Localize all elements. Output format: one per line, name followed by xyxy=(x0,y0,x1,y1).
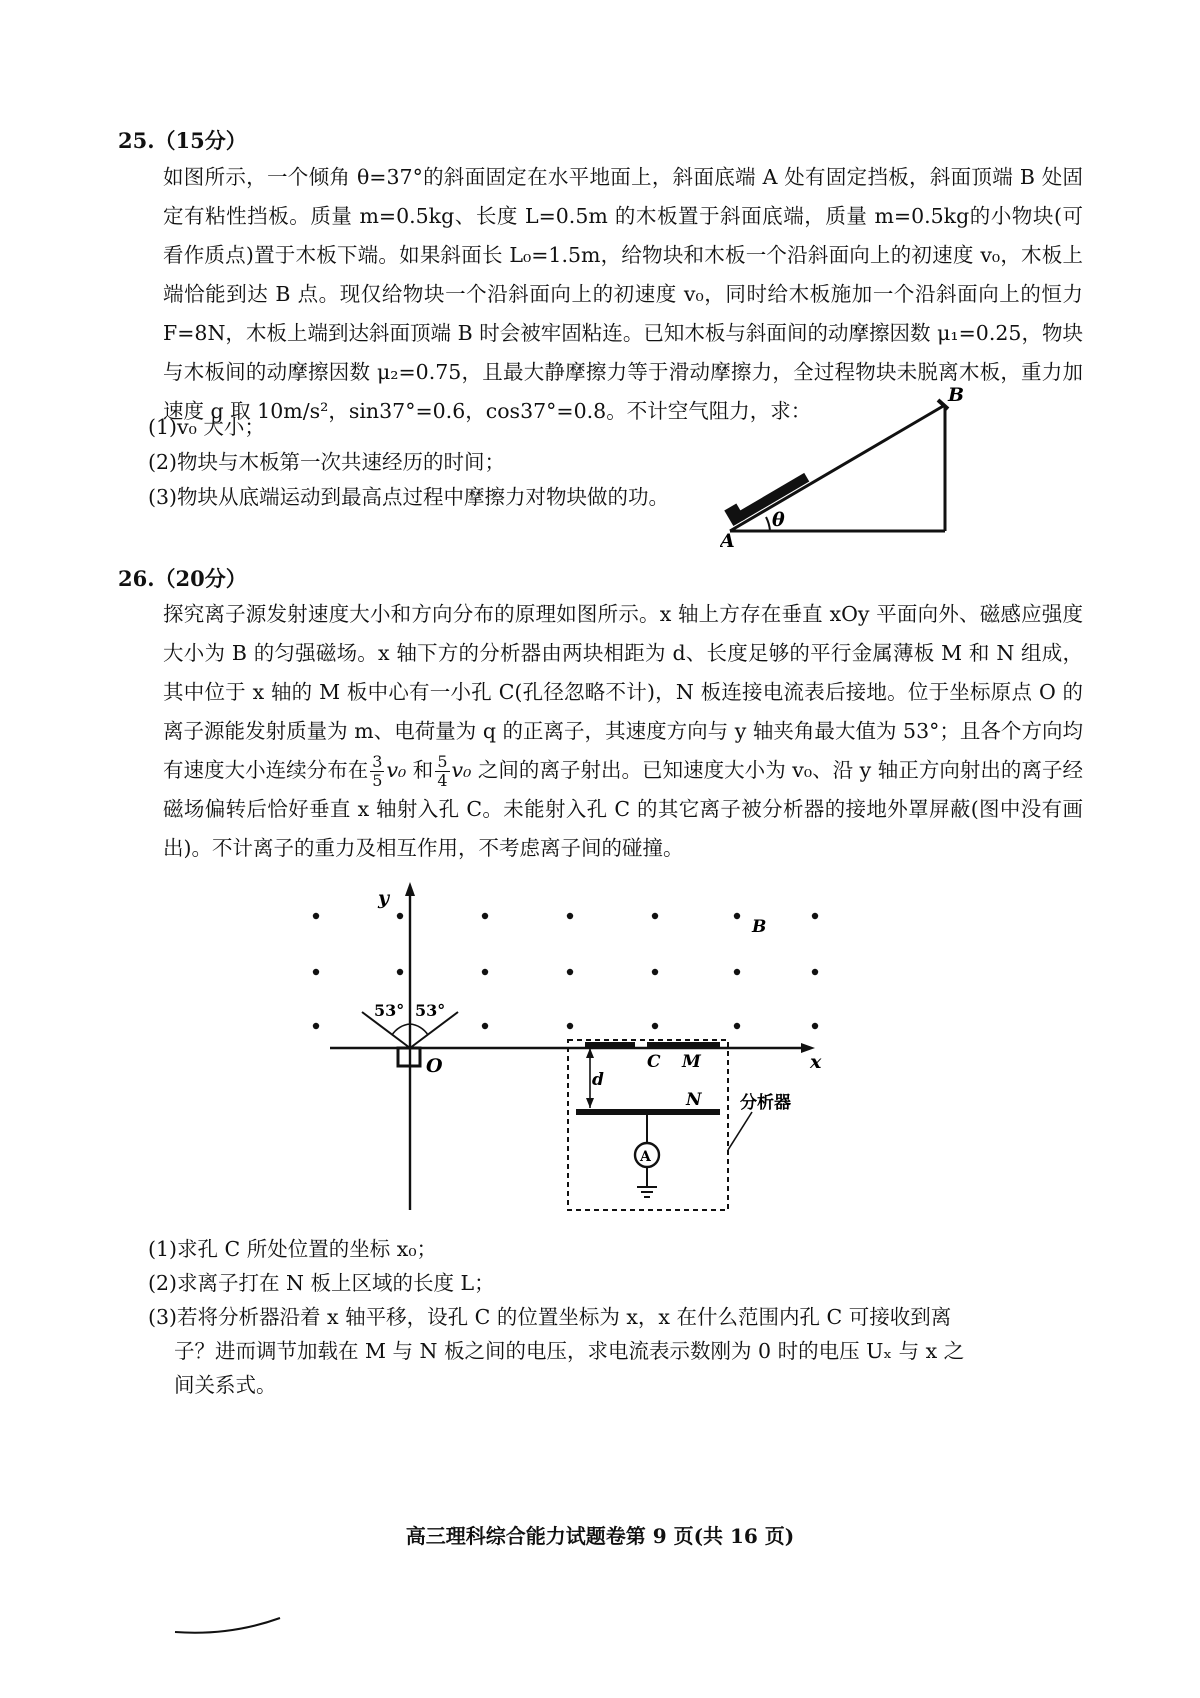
q26-paragraph xyxy=(163,595,1083,868)
fraction-three-fifths: $\frac{3}{5}$ xyxy=(372,752,383,790)
q26-text-part1: 探究离子源发射速度大小和方向分布的原理如图所示。x 轴上方存在垂直 xOy 平面向外、磁感应强度大小为 B 的匀强磁场。x 轴下方的分析器由两块相距为 d、长度足够的平行金属薄板 M 和 N 组成，其中位于 x 轴的 M 板中心有一小孔 C(孔径忽略不计)，N 板连接电流表后接地。位于坐标原点 O 的离子源能发射质量为 m、电荷量为 q 的正离子，其速度方向与 y 轴夹角最大值为 53°；且各个方向均有速度大小连续分布在 xyxy=(163,602,1083,782)
x-axis-label: x xyxy=(810,1051,822,1073)
q25-sub-2: (2)物块与木板第一次共速经历的时间； xyxy=(148,450,506,474)
plate-m-label: M xyxy=(682,1052,701,1072)
q26-text xyxy=(163,595,1083,868)
q25-incline-figure xyxy=(720,375,980,550)
ground-icon xyxy=(637,1187,657,1197)
q26-header: 26.（20分） xyxy=(118,566,247,591)
page-footer: 高三理科综合能力试题卷第 9 页(共 16 页) xyxy=(405,1524,795,1548)
q25-sub-3: (3)物块从底端运动到最高点过程中摩擦力对物块做的功。 xyxy=(148,485,670,509)
analyzer-leader-line xyxy=(728,1112,752,1150)
q26-subquestions xyxy=(148,1232,964,1402)
q26-sub-3: (3)若将分析器沿着 x 轴平移，设孔 C 的位置坐标为 x，x 在什么范围内孔 C 可接收到离 xyxy=(148,1305,952,1329)
plate-n-label: N xyxy=(686,1090,702,1110)
distance-d-label: d xyxy=(592,1070,604,1090)
y-axis-label: y xyxy=(378,887,390,909)
q26-sub-3-end: 间关系式。 xyxy=(174,1373,277,1397)
q25-text: 如图所示，一个倾角 θ=37°的斜面固定在水平地面上，斜面底端 A 处有固定挡板，斜面顶端 B 处固定有粘性挡板。质量 m=0.5kg、长度 L=0.5m 的木板置于斜面底端，质量 m=0.5kg的小物块(可看作质点)置于木板下端。如果斜面长 L₀=1.5m，给物块和木板一个沿斜面向上的初速度 v₀，木板上端恰能到达 B 点。现仅给物块一个沿斜面向上的初速度 v₀，同时给木板施加一个沿斜面向上的恒力 F=8N，木板上端到达斜面顶端 B 时会被牢固粘连。已知木板与斜面间的动摩擦因数 μ₁=0.25，物块与木板间的动摩擦因数 μ₂=0.75，且最大静摩擦力等于滑动摩擦力，全过程物块未脱离木板，重力加速度 g 取 10m/s²，sin37°=0.6，cos37°=0.8。不计空气阻力，求： xyxy=(163,165,1083,423)
theta-label: θ xyxy=(772,509,785,531)
point-b-label: B xyxy=(948,384,965,406)
q25-subquestions xyxy=(148,410,669,515)
q26-sub-1: (1)求孔 C 所处位置的坐标 x₀； xyxy=(148,1237,438,1261)
angle-arc xyxy=(766,517,770,531)
q26-text-part2: 之间的离子射出。已知速度大小为 v₀、沿 y 轴正方向射出的离子经磁场偏转后恰好垂直 x 轴射入孔 C。未能射入孔 C 的其它离子被分析器的接地外罩屏蔽(图中没有画出)。不计离子的重力及相互作用，不考虑离子间的碰撞。 xyxy=(163,758,1084,860)
angle-left-label: 53° xyxy=(374,1001,405,1020)
arc-right xyxy=(410,1024,428,1035)
arc-left xyxy=(392,1024,410,1035)
q25-sub-1: (1)v₀ 大小； xyxy=(148,415,265,439)
angle-right-label: 53° xyxy=(415,1001,446,1020)
incline-slope xyxy=(730,405,945,531)
v0-symbol-2: v₀ xyxy=(451,758,472,782)
fraction-five-fourths: $\frac{5}{4}$ xyxy=(437,752,448,790)
y-axis-arrow xyxy=(405,882,415,896)
hole-c-label: C xyxy=(647,1052,661,1072)
origin-label: O xyxy=(426,1055,443,1077)
pen-stroke-mark xyxy=(170,1610,310,1640)
point-a-label: A xyxy=(720,530,735,550)
q25-header: 25.（15分） xyxy=(118,128,247,153)
and-word: 和 xyxy=(406,758,434,782)
field-b-label: B xyxy=(752,917,767,937)
v0-symbol-1: v₀ xyxy=(386,758,407,782)
analyzer-label: 分析器 xyxy=(740,1093,791,1113)
q26-sub-3-cont: 子？进而调节加载在 M 与 N 板之间的电压，求电流表示数刚为 0 时的电压 Uₓ 与 x 之 xyxy=(174,1339,965,1363)
q26-magnetic-field-figure xyxy=(300,880,840,1215)
q26-sub-2: (2)求离子打在 N 板上区域的长度 L； xyxy=(148,1271,495,1295)
ammeter-a-symbol: A xyxy=(640,1149,651,1165)
